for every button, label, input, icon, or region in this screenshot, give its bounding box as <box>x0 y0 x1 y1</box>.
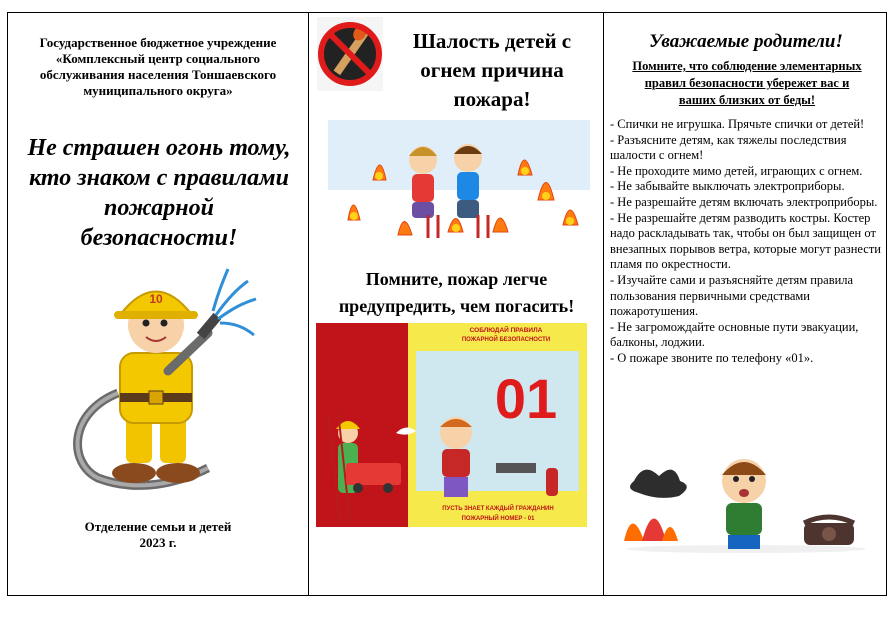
emergency-number: 01 <box>494 367 558 430</box>
fire-safety-poster <box>316 323 587 527</box>
firefighter-illustration <box>58 263 258 498</box>
slogan-line: кто знаком с правилами <box>29 165 289 191</box>
poster-caption: ПОЖАРНЫЙ НОМЕР - 01 <box>461 516 535 522</box>
left-panel <box>8 13 309 595</box>
tip-item: - Не разрешайте детям разводить костры. Костер надо раскладывать так, чтобы он был защищен от внезапных порывов ветра, которые могут разнести пламя по окрестности. <box>610 210 881 272</box>
department-name: Отделение семьи и детей <box>84 519 232 534</box>
helmet-number: 10 <box>149 292 163 306</box>
tip-item: - Не разрешайте детям включать электроприборы. <box>610 194 878 209</box>
tip-item: - Не загромождайте основные пути эвакуации, балконы, лоджии. <box>610 319 859 350</box>
slogan-line: Не страшен огонь тому, <box>27 135 291 161</box>
year: 2023 г. <box>139 535 177 550</box>
poster-heading: СОБЛЮДАЙ ПРАВИЛА <box>469 327 543 334</box>
title-line: пожара! <box>453 87 531 111</box>
intro-line: Помните, что соблюдение элементарных <box>632 59 862 73</box>
poster-heading: ПОЖАРНОЙ БЕЗОПАСНОСТИ <box>461 337 551 343</box>
department-footer <box>18 519 298 551</box>
organization-name <box>18 35 298 99</box>
title-line: огнем причина <box>420 58 564 82</box>
tip-item: - Изучайте сами и разъясняйте детям правила пользования первичными средствами пожаротушения. <box>610 272 854 319</box>
slogan-line: пожарной <box>104 195 214 221</box>
tip-item: - Спички не игрушка. Прячьте спички от детей! <box>610 117 865 131</box>
slogan-line: безопасности! <box>80 225 238 251</box>
title-line: Шалость детей с <box>412 29 572 53</box>
prevention-slogan <box>314 266 599 320</box>
middle-panel <box>309 13 604 595</box>
parents-heading: Уважаемые родители! <box>649 31 843 52</box>
page-title <box>387 27 597 114</box>
org-line: «Комплексный центр социального <box>55 51 261 66</box>
tip-item: - Не проходите мимо детей, играющих с огнем. <box>610 163 863 178</box>
org-line: муниципального округа» <box>83 83 233 98</box>
poster-caption: ПУСТЬ ЗНАЕТ КАЖДЫЙ ГРАЖДАНИН <box>442 506 554 512</box>
right-panel <box>604 13 888 595</box>
safety-intro <box>608 58 886 109</box>
org-line: Государственное бюджетное учреждение <box>39 35 277 50</box>
intro-line: ваших близких от беды! <box>678 93 816 107</box>
intro-line: правил безопасности убережет вас и <box>644 76 850 90</box>
children-fire-illustration <box>328 120 590 238</box>
prevention-line: Помните, пожар легче <box>365 269 548 289</box>
tip-item: - О пожаре звоните по телефону «01». <box>610 350 814 365</box>
org-line: обслуживания населения Тоншаевского <box>39 67 277 82</box>
tip-item: - Не забывайте выключать электроприборы. <box>610 179 845 194</box>
prevention-line: предупредить, чем погасить! <box>338 296 575 316</box>
boy-phone-illustration <box>614 441 879 553</box>
slogan <box>16 133 302 253</box>
leaflet-frame <box>7 12 887 596</box>
safety-tips <box>610 117 882 367</box>
no-matches-icon <box>317 17 383 91</box>
tip-item: - Разъясните детям, как тяжелы последствия шалости с огнем! <box>610 132 847 163</box>
